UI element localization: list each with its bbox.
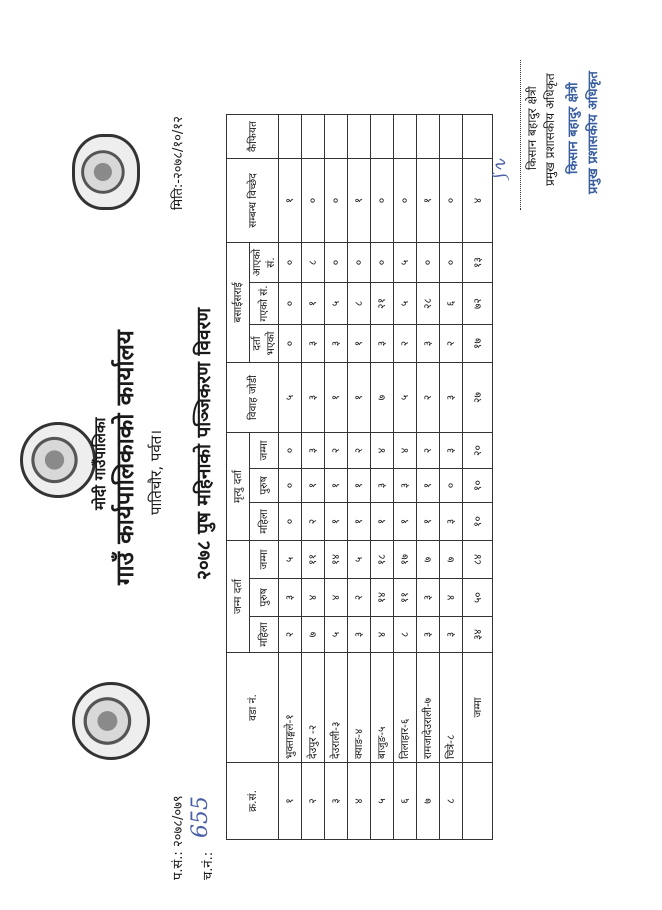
total-mr: १७: [463, 325, 493, 363]
cell-bt: १७: [394, 541, 417, 579]
cell-dt: २: [348, 433, 371, 469]
total-df: १०: [463, 503, 493, 541]
cell-bf: ३: [440, 617, 463, 653]
row-ward: रामजादेउराली-७: [417, 653, 440, 763]
table-row: [371, 115, 394, 840]
cell-bm: ४: [302, 579, 325, 617]
cell-dm: ०: [279, 469, 302, 503]
cell-dt: २: [325, 433, 348, 469]
cell-mc: ०: [348, 243, 371, 283]
cell-bf: ४: [371, 617, 394, 653]
cell-bm: ४: [325, 579, 348, 617]
cell-df: १: [417, 503, 440, 541]
cell-dm: ३: [371, 469, 394, 503]
header-ward: वडा नं.: [227, 653, 279, 763]
cell-mr: ०: [279, 325, 302, 363]
total-dt: २०: [463, 433, 493, 469]
cell-mc: ८: [302, 243, 325, 283]
header-marriage: विवाह जोडी: [227, 363, 279, 433]
table-row: [302, 115, 325, 840]
cell-bt: ५: [348, 541, 371, 579]
header-divorce: सम्बन्ध विच्छेद: [227, 159, 279, 243]
row-ward: बाजुङ-५: [371, 653, 394, 763]
cell-rem: [279, 115, 302, 159]
cell-mar: ५: [394, 363, 417, 433]
cn-label: च.नं.:: [201, 851, 216, 880]
row-sn: ८: [440, 763, 463, 840]
cell-df: १: [325, 503, 348, 541]
cell-bm: ३: [417, 579, 440, 617]
total-mar: २७: [463, 363, 493, 433]
row-ward: भुक्ताङ्गले-१: [279, 653, 302, 763]
row-sn: ५: [371, 763, 394, 840]
cell-df: ३: [440, 503, 463, 541]
cell-div: ०: [302, 159, 325, 243]
header-birth-total: जम्मा: [250, 541, 279, 579]
cell-mar: ३: [302, 363, 325, 433]
cell-bm: ३: [279, 579, 302, 617]
cell-mr: ३: [325, 325, 348, 363]
row-ward: देउपुर -२: [302, 653, 325, 763]
cell-dm: १: [348, 469, 371, 503]
cell-dm: १: [417, 469, 440, 503]
cell-div: ०: [394, 159, 417, 243]
cell-dt: ४: [371, 433, 394, 469]
cell-div: ०: [371, 159, 394, 243]
cell-df: १: [394, 503, 417, 541]
table-row: [394, 115, 417, 840]
cell-bt: ७: [417, 541, 440, 579]
cell-mar: १: [325, 363, 348, 433]
cell-div: १: [279, 159, 302, 243]
cell-mg: १: [302, 283, 325, 325]
ward-emblem-icon: [72, 134, 140, 210]
total-mc: १३: [463, 243, 493, 283]
cell-rem: [417, 115, 440, 159]
signature-line: [520, 60, 521, 210]
cell-dm: १: [325, 469, 348, 503]
cell-mc: ०: [371, 243, 394, 283]
cell-rem: [371, 115, 394, 159]
table-row: [417, 115, 440, 840]
cell-mr: १: [348, 325, 371, 363]
cell-mar: ७: [371, 363, 394, 433]
total-bt: ८४: [463, 541, 493, 579]
letter-date: मिति:-२०७८/१०/१२: [171, 116, 186, 210]
total-sn: [463, 763, 493, 840]
cell-df: २: [302, 503, 325, 541]
cell-mc: ०: [325, 243, 348, 283]
municipality-logo-icon: [20, 422, 96, 498]
signatory-designation: प्रमुख प्रशासकीय अधिकृत: [543, 73, 557, 186]
header-migration: बसाईसराई: [227, 243, 250, 363]
cell-mg: ६: [440, 283, 463, 325]
row-ward: चित्रे-८: [440, 653, 463, 763]
cell-dm: १: [302, 469, 325, 503]
signatory-name: किसान बहादुर क्षेत्री: [525, 86, 539, 170]
cell-mg: २१: [371, 283, 394, 325]
cell-bt: १४: [325, 541, 348, 579]
total-bm: ५०: [463, 579, 493, 617]
header-birth-female: महिला: [250, 617, 279, 653]
header-death: मृत्यु दर्ता: [227, 433, 250, 541]
cell-div: ०: [325, 159, 348, 243]
header-birth-male: पुरुष: [250, 579, 279, 617]
nepal-emblem-icon: [72, 682, 150, 760]
row-sn: ४: [348, 763, 371, 840]
header-death-male: पुरुष: [250, 469, 279, 503]
cell-rem: [440, 115, 463, 159]
row-ward: देउराली-३: [325, 653, 348, 763]
cn-value: 655: [188, 796, 213, 838]
cell-mr: ३: [371, 325, 394, 363]
office-title: गाउँ कार्यपालिकाको कार्यालय: [111, 330, 139, 585]
cell-bm: ११: [394, 579, 417, 617]
cell-dt: ४: [394, 433, 417, 469]
table-row: [325, 115, 348, 840]
cell-df: १: [371, 503, 394, 541]
signature-scribble: ⟆∿: [490, 157, 511, 180]
cell-dt: ३: [440, 433, 463, 469]
row-sn: ६: [394, 763, 417, 840]
row-sn: ३: [325, 763, 348, 840]
cell-bf: ३: [417, 617, 440, 653]
cell-rem: [302, 115, 325, 159]
cell-mr: ३: [302, 325, 325, 363]
cell-div: ०: [440, 159, 463, 243]
cell-mg: ८: [348, 283, 371, 325]
cell-mg: ५: [325, 283, 348, 325]
report-heading: २०७८ पुष महिनाको पञ्जिकरण विवरण: [193, 307, 215, 580]
stamp-designation: प्रमुख प्रशासकीय अधिकृत: [586, 71, 601, 194]
table-row: [279, 115, 302, 840]
cell-rem: [348, 115, 371, 159]
header-birth: जन्म दर्ता: [227, 541, 250, 653]
cell-df: १: [348, 503, 371, 541]
cell-mr: ३: [417, 325, 440, 363]
total-div: ४: [463, 159, 493, 243]
cell-dm: ०: [440, 469, 463, 503]
cell-mg: ५: [394, 283, 417, 325]
cell-mr: २: [394, 325, 417, 363]
cell-div: १: [348, 159, 371, 243]
cell-dt: ०: [279, 433, 302, 469]
cell-rem: [325, 115, 348, 159]
header-came: आएको सं.: [250, 243, 279, 283]
cell-bf: ७: [302, 617, 325, 653]
registration-table: [226, 114, 493, 840]
header-gone: गएको सं.: [250, 283, 279, 325]
cell-dt: २: [417, 433, 440, 469]
cell-bf: ३: [348, 617, 371, 653]
total-row: [463, 115, 493, 840]
cell-mar: २: [417, 363, 440, 433]
cell-bm: १४: [371, 579, 394, 617]
total-dm: १०: [463, 469, 493, 503]
cell-mc: ०: [440, 243, 463, 283]
cell-dm: ३: [394, 469, 417, 503]
header-death-female: महिला: [250, 503, 279, 541]
cell-bt: १८: [371, 541, 394, 579]
row-ward: क्याङ-४: [348, 653, 371, 763]
municipality-name: मोदी गाउँपालिका: [91, 417, 109, 510]
cell-bt: ५: [279, 541, 302, 579]
cell-bf: ५: [325, 617, 348, 653]
cell-bf: २: [279, 617, 302, 653]
cell-bm: ४: [440, 579, 463, 617]
cell-df: ०: [279, 503, 302, 541]
ps-number: प.सं.: २०७८/०७९: [171, 795, 186, 880]
header-remarks: कैफियत: [227, 115, 279, 159]
total-rem: [463, 115, 493, 159]
header-death-total: जम्मा: [250, 433, 279, 469]
row-sn: २: [302, 763, 325, 840]
cell-mg: २८: [417, 283, 440, 325]
total-mg: ७२: [463, 283, 493, 325]
cell-div: १: [417, 159, 440, 243]
row-ward: तिलाहार-६: [394, 653, 417, 763]
cell-mar: ५: [279, 363, 302, 433]
cell-mc: ०: [417, 243, 440, 283]
header-registered: दर्ता भएको: [250, 325, 279, 363]
total-label: जम्मा: [463, 653, 493, 763]
row-sn: १: [279, 763, 302, 840]
cell-mc: ०: [279, 243, 302, 283]
stamp-name: किसान बहादुर क्षेत्री: [566, 82, 581, 174]
cell-mc: ५: [394, 243, 417, 283]
table-row: [440, 115, 463, 840]
total-bf: ३४: [463, 617, 493, 653]
cell-rem: [394, 115, 417, 159]
cell-mg: ०: [279, 283, 302, 325]
row-sn: ७: [417, 763, 440, 840]
office-address: पातिचौर, पर्वत।: [147, 429, 165, 515]
cell-mr: २: [440, 325, 463, 363]
header-sn: क्र.सं.: [227, 763, 279, 840]
cell-bf: ८: [394, 617, 417, 653]
cell-bt: ११: [302, 541, 325, 579]
cell-mar: ३: [440, 363, 463, 433]
cell-mar: १: [348, 363, 371, 433]
cell-bm: २: [348, 579, 371, 617]
table-row: [348, 115, 371, 840]
cell-bt: ७: [440, 541, 463, 579]
cell-dt: ३: [302, 433, 325, 469]
